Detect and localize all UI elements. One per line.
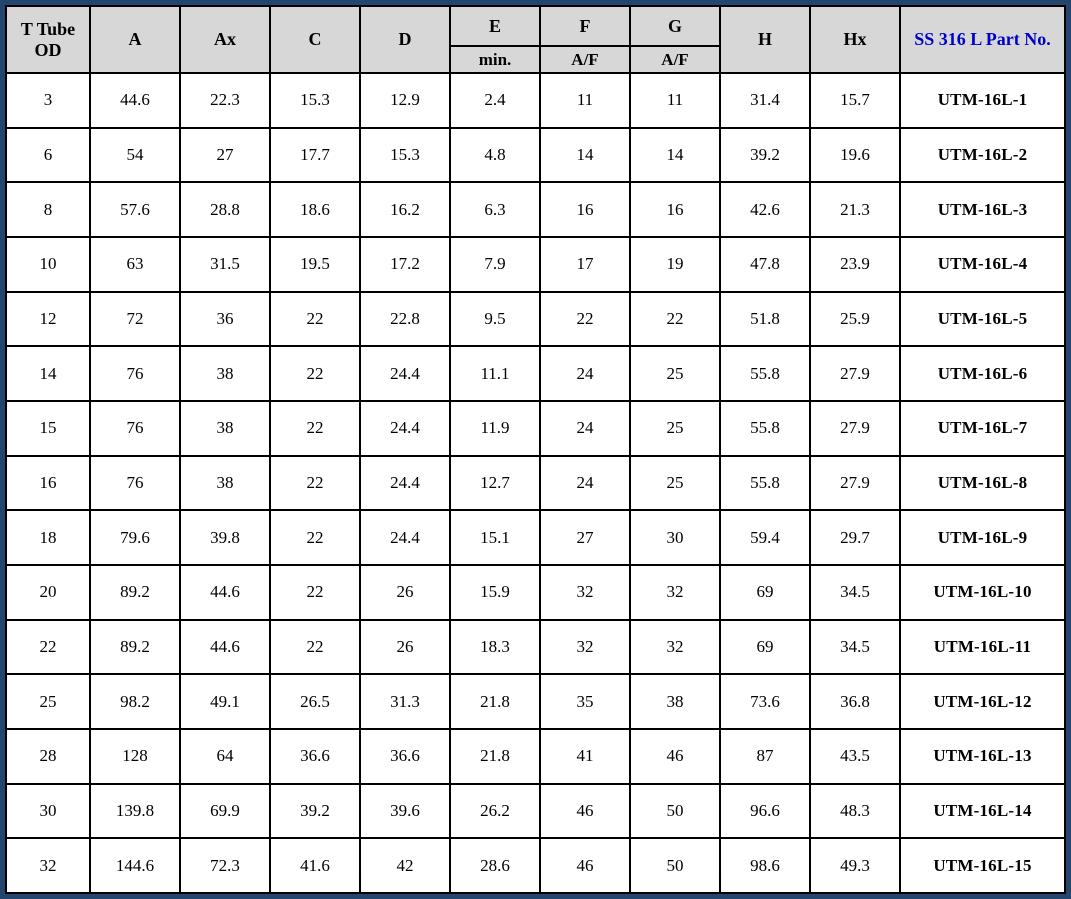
value-cell: 22.3 [180,73,270,128]
table-row [6,128,1065,183]
value-cell: 19.6 [810,128,900,183]
value-cell: 3 [6,73,90,128]
value-cell: 47.8 [720,237,810,292]
value-cell: 27 [540,510,630,565]
value-cell: 22 [270,292,360,347]
value-cell: 44.6 [180,620,270,675]
table-row [6,784,1065,839]
header-cell-t-tube-od: T Tube OD [6,6,90,73]
subheader-cell-e-min: min. [450,46,540,73]
value-cell: 69 [720,565,810,620]
value-cell: 31.4 [720,73,810,128]
value-cell: 36.6 [270,729,360,784]
value-cell: 24.4 [360,510,450,565]
value-cell: 89.2 [90,565,180,620]
value-cell: 9.5 [450,292,540,347]
value-cell: 17 [540,237,630,292]
value-cell: 39.2 [720,128,810,183]
value-cell: 29.7 [810,510,900,565]
table-row [6,73,1065,128]
part-number-cell: UTM-16L-4 [900,237,1065,292]
value-cell: 16 [540,182,630,237]
part-number-cell: UTM-16L-11 [900,620,1065,675]
value-cell: 38 [180,346,270,401]
value-cell: 27.9 [810,456,900,511]
value-cell: 26.2 [450,784,540,839]
value-cell: 31.5 [180,237,270,292]
value-cell: 21.3 [810,182,900,237]
value-cell: 22 [270,620,360,675]
value-cell: 59.4 [720,510,810,565]
value-cell: 11.1 [450,346,540,401]
table-row [6,674,1065,729]
header-cell-hx: Hx [810,6,900,73]
dimension-spec-table [5,5,1066,894]
part-number-cell: UTM-16L-12 [900,674,1065,729]
value-cell: 69.9 [180,784,270,839]
value-cell: 19 [630,237,720,292]
value-cell: 144.6 [90,838,180,893]
value-cell: 15.7 [810,73,900,128]
value-cell: 73.6 [720,674,810,729]
value-cell: 39.8 [180,510,270,565]
value-cell: 14 [540,128,630,183]
value-cell: 7.9 [450,237,540,292]
value-cell: 28 [6,729,90,784]
value-cell: 31.3 [360,674,450,729]
header-cell-c: C [270,6,360,73]
value-cell: 24 [540,346,630,401]
value-cell: 76 [90,346,180,401]
value-cell: 27.9 [810,401,900,456]
header-cell-d: D [360,6,450,73]
value-cell: 21.8 [450,674,540,729]
value-cell: 6.3 [450,182,540,237]
part-number-cell: UTM-16L-10 [900,565,1065,620]
value-cell: 32 [630,620,720,675]
value-cell: 26 [360,565,450,620]
value-cell: 11 [540,73,630,128]
value-cell: 36 [180,292,270,347]
value-cell: 17.7 [270,128,360,183]
part-number-cell: UTM-16L-7 [900,401,1065,456]
value-cell: 55.8 [720,401,810,456]
value-cell: 96.6 [720,784,810,839]
value-cell: 6 [6,128,90,183]
value-cell: 17.2 [360,237,450,292]
value-cell: 25 [630,401,720,456]
value-cell: 14 [6,346,90,401]
value-cell: 15.3 [270,73,360,128]
header-cell-a: A [90,6,180,73]
value-cell: 44.6 [90,73,180,128]
table-row [6,565,1065,620]
table-row [6,182,1065,237]
table-row [6,401,1065,456]
value-cell: 22 [270,456,360,511]
subheader-cell-f-af: A/F [540,46,630,73]
value-cell: 23.9 [810,237,900,292]
value-cell: 57.6 [90,182,180,237]
value-cell: 28.6 [450,838,540,893]
value-cell: 20 [6,565,90,620]
part-number-cell: UTM-16L-2 [900,128,1065,183]
value-cell: 22 [6,620,90,675]
value-cell: 46 [540,838,630,893]
value-cell: 32 [540,565,630,620]
value-cell: 139.8 [90,784,180,839]
header-cell-h: H [720,6,810,73]
value-cell: 41 [540,729,630,784]
value-cell: 50 [630,784,720,839]
value-cell: 10 [6,237,90,292]
header-cell-e: E [450,6,540,46]
value-cell: 38 [180,401,270,456]
table-row [6,292,1065,347]
value-cell: 128 [90,729,180,784]
value-cell: 15 [6,401,90,456]
value-cell: 49.1 [180,674,270,729]
value-cell: 18.6 [270,182,360,237]
value-cell: 36.8 [810,674,900,729]
header-row-main [6,6,1065,46]
value-cell: 25 [630,346,720,401]
part-number-cell: UTM-16L-13 [900,729,1065,784]
table-row [6,237,1065,292]
part-number-cell: UTM-16L-6 [900,346,1065,401]
part-number-cell: UTM-16L-1 [900,73,1065,128]
value-cell: 76 [90,401,180,456]
value-cell: 63 [90,237,180,292]
value-cell: 72 [90,292,180,347]
header-cell-g: G [630,6,720,46]
value-cell: 12 [6,292,90,347]
value-cell: 2.4 [450,73,540,128]
value-cell: 25 [6,674,90,729]
value-cell: 44.6 [180,565,270,620]
value-cell: 15.1 [450,510,540,565]
header-cell-ax: Ax [180,6,270,73]
value-cell: 24 [540,456,630,511]
value-cell: 22 [630,292,720,347]
part-number-cell: UTM-16L-3 [900,182,1065,237]
value-cell: 11.9 [450,401,540,456]
value-cell: 46 [630,729,720,784]
value-cell: 16 [630,182,720,237]
value-cell: 16 [6,456,90,511]
value-cell: 35 [540,674,630,729]
part-number-cell: UTM-16L-5 [900,292,1065,347]
value-cell: 50 [630,838,720,893]
value-cell: 15.9 [450,565,540,620]
value-cell: 27 [180,128,270,183]
value-cell: 39.2 [270,784,360,839]
value-cell: 22 [540,292,630,347]
value-cell: 64 [180,729,270,784]
value-cell: 21.8 [450,729,540,784]
part-number-cell: UTM-16L-14 [900,784,1065,839]
part-number-cell: UTM-16L-9 [900,510,1065,565]
value-cell: 8 [6,182,90,237]
value-cell: 27.9 [810,346,900,401]
value-cell: 32 [630,565,720,620]
value-cell: 15.3 [360,128,450,183]
value-cell: 34.5 [810,620,900,675]
value-cell: 46 [540,784,630,839]
value-cell: 87 [720,729,810,784]
value-cell: 43.5 [810,729,900,784]
value-cell: 98.2 [90,674,180,729]
value-cell: 11 [630,73,720,128]
table-row [6,729,1065,784]
value-cell: 22.8 [360,292,450,347]
value-cell: 22 [270,510,360,565]
value-cell: 28.8 [180,182,270,237]
value-cell: 22 [270,565,360,620]
header-cell-part-no: SS 316 L Part No. [900,6,1065,73]
value-cell: 55.8 [720,346,810,401]
value-cell: 19.5 [270,237,360,292]
part-number-cell: UTM-16L-8 [900,456,1065,511]
value-cell: 22 [270,346,360,401]
value-cell: 26 [360,620,450,675]
value-cell: 25 [630,456,720,511]
value-cell: 79.6 [90,510,180,565]
table-row [6,510,1065,565]
value-cell: 24.4 [360,346,450,401]
value-cell: 34.5 [810,565,900,620]
value-cell: 76 [90,456,180,511]
value-cell: 18.3 [450,620,540,675]
value-cell: 24.4 [360,401,450,456]
table-row [6,620,1065,675]
table-body [6,73,1065,893]
value-cell: 32 [6,838,90,893]
value-cell: 12.9 [360,73,450,128]
table-header [6,6,1065,73]
value-cell: 12.7 [450,456,540,511]
value-cell: 89.2 [90,620,180,675]
value-cell: 26.5 [270,674,360,729]
value-cell: 38 [630,674,720,729]
value-cell: 48.3 [810,784,900,839]
value-cell: 30 [630,510,720,565]
part-number-cell: UTM-16L-15 [900,838,1065,893]
value-cell: 25.9 [810,292,900,347]
table-row [6,346,1065,401]
value-cell: 22 [270,401,360,456]
value-cell: 38 [180,456,270,511]
value-cell: 98.6 [720,838,810,893]
header-cell-f: F [540,6,630,46]
value-cell: 14 [630,128,720,183]
value-cell: 69 [720,620,810,675]
value-cell: 24 [540,401,630,456]
value-cell: 24.4 [360,456,450,511]
value-cell: 4.8 [450,128,540,183]
value-cell: 32 [540,620,630,675]
value-cell: 51.8 [720,292,810,347]
value-cell: 30 [6,784,90,839]
value-cell: 16.2 [360,182,450,237]
value-cell: 18 [6,510,90,565]
value-cell: 55.8 [720,456,810,511]
table-row [6,456,1065,511]
value-cell: 41.6 [270,838,360,893]
value-cell: 39.6 [360,784,450,839]
table-row [6,838,1065,893]
value-cell: 42 [360,838,450,893]
value-cell: 54 [90,128,180,183]
value-cell: 36.6 [360,729,450,784]
value-cell: 42.6 [720,182,810,237]
value-cell: 72.3 [180,838,270,893]
subheader-cell-g-af: A/F [630,46,720,73]
value-cell: 49.3 [810,838,900,893]
